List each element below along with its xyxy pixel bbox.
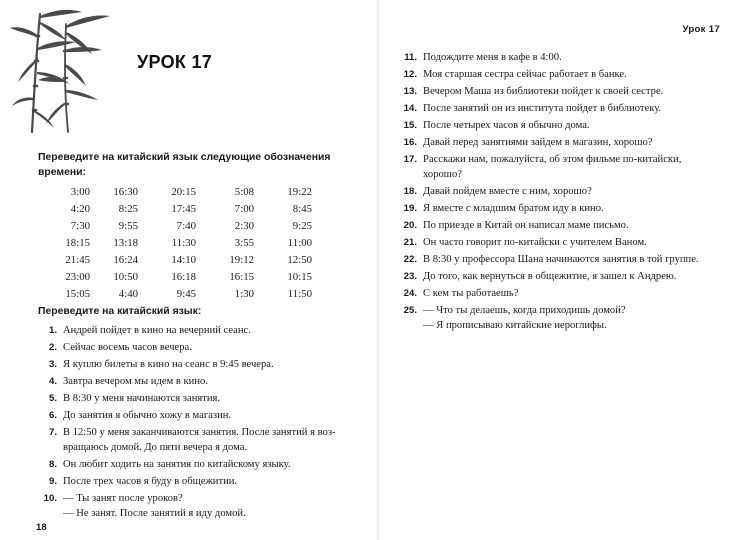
item-line: вращаюсь домой. До пяти вечера я дома. (63, 442, 248, 453)
page-number: 18 (36, 522, 47, 533)
time-cell: 19:12 (229, 254, 254, 266)
exercise-item (398, 252, 720, 267)
item-text (423, 50, 720, 65)
exercise-item (398, 101, 720, 116)
item-line: До того, как вернуться в общежитие, я зашел к Андрею. (423, 271, 677, 282)
item-text (423, 67, 720, 82)
exercise-list-left (38, 323, 358, 523)
item-text (423, 286, 720, 301)
item-line: В 12:50 у меня заканчиваются занятия. После занятий я воз- (63, 427, 336, 438)
item-number: 3. (48, 359, 57, 370)
exercise-item (398, 269, 720, 284)
bamboo-illustration (10, 6, 135, 134)
time-cell: 23:00 (65, 271, 90, 283)
time-row (58, 269, 346, 286)
item-text (63, 425, 358, 455)
time-cell: 16:15 (229, 271, 254, 283)
exercise-item (38, 491, 358, 521)
item-number: 11. (404, 52, 417, 63)
exercise-item (38, 323, 358, 338)
time-cell: 8:45 (292, 203, 312, 215)
item-line: Давай перед занятиями зайдем в магазин, хорошо? (423, 137, 653, 148)
item-line: Он часто говорит по-китайски с учителем Ваном. (423, 237, 647, 248)
item-line: Моя старшая сестра сейчас работает в банке. (423, 69, 627, 80)
item-text (63, 323, 358, 338)
item-number: 8. (48, 459, 57, 470)
exercise-item (398, 135, 720, 150)
item-number: 2. (48, 342, 57, 353)
exercise-item (38, 391, 358, 406)
item-line: Расскажи нам, пожалуйста, об этом фильме по-китайски, (423, 154, 682, 165)
time-row (58, 235, 346, 252)
item-line: — Что ты делаешь, когда приходишь домой? (423, 305, 626, 316)
exercise-item (398, 235, 720, 250)
time-cell: 4:20 (70, 203, 90, 215)
time-cell: 16:24 (113, 254, 138, 266)
time-cell: 7:40 (176, 220, 196, 232)
item-number: 25. (403, 305, 417, 316)
time-cell: 11:00 (287, 237, 312, 249)
exercise-item (38, 425, 358, 455)
exercise-item (398, 201, 720, 216)
time-cell: 7:00 (234, 203, 254, 215)
item-text (63, 408, 358, 423)
exercise-item (398, 118, 720, 133)
item-line: Я куплю билеты в кино на сеанс в 9:45 вечера. (63, 359, 274, 370)
lesson-title: УРОК 17 (137, 52, 213, 72)
item-number: 15. (403, 120, 417, 131)
item-text (63, 374, 358, 389)
exercise-item (398, 218, 720, 233)
item-number: 4. (48, 376, 57, 387)
item-line: По приезде в Китай он написал маме письмо. (423, 220, 629, 231)
running-head: Урок 17 (682, 24, 720, 35)
time-cell: 9:55 (118, 220, 138, 232)
time-row (58, 184, 346, 201)
item-text (423, 235, 720, 250)
time-cell: 3:55 (234, 237, 254, 249)
time-cell: 8:25 (118, 203, 138, 215)
item-number: 12. (403, 69, 417, 80)
item-line: После трех часов я буду в общежитии. (63, 476, 238, 487)
item-line: Давай пойдем вместе с ним, хорошо? (423, 186, 592, 197)
time-cell: 16:18 (171, 271, 196, 283)
item-text (423, 84, 720, 99)
time-cell: 11:30 (171, 237, 196, 249)
item-text (63, 357, 358, 372)
exercise-list-right (398, 50, 720, 335)
item-line: Завтра вечером мы идем в кино. (63, 376, 208, 387)
time-cell: 12:50 (287, 254, 312, 266)
item-number: 5. (48, 393, 57, 404)
item-line: Андрей пойдет в кино на вечерний сеанс. (63, 325, 251, 336)
time-row (58, 286, 346, 303)
exercise-item (398, 184, 720, 199)
item-text (423, 303, 720, 333)
item-text (423, 135, 720, 150)
item-number: 10. (43, 493, 57, 504)
time-cell: 5:08 (234, 186, 254, 198)
item-line: Я вместе с младшим братом иду в кино. (423, 203, 604, 214)
item-line: — Я прописываю китайские иероглифы. (423, 320, 607, 331)
exercise-item (398, 286, 720, 301)
time-cell: 16:30 (113, 186, 138, 198)
time-cell: 2:30 (234, 220, 254, 232)
item-line: — Не занят. После занятий я иду домой. (63, 508, 246, 519)
item-line: Он любит ходить на занятия по китайскому языку. (63, 459, 291, 470)
item-line: До занятия я обычно хожу в магазин. (63, 410, 232, 421)
item-number: 13. (403, 86, 417, 97)
item-text (63, 391, 358, 406)
item-text (63, 474, 358, 489)
time-cell: 3:00 (70, 186, 90, 198)
item-line: Сейчас восемь часов вечера. (63, 342, 192, 353)
item-number: 19. (403, 203, 417, 214)
time-cell: 14:10 (171, 254, 196, 266)
item-number: 21. (403, 237, 417, 248)
exercise-item (38, 340, 358, 355)
item-line: — Ты занят после уроков? (63, 493, 183, 504)
time-cell: 1:30 (234, 288, 254, 300)
time-cell: 4:40 (118, 288, 138, 300)
item-text (63, 491, 358, 521)
exercise-item (398, 84, 720, 99)
time-cell: 17:45 (171, 203, 196, 215)
item-text (63, 457, 358, 472)
item-text (423, 152, 720, 182)
exercise-item (398, 67, 720, 82)
item-number: 20. (403, 220, 417, 231)
item-line: В 8:30 у меня начинаются занятия. (63, 393, 221, 404)
time-cell: 13:18 (113, 237, 138, 249)
time-cell: 7:30 (70, 220, 90, 232)
exercise-item (38, 374, 358, 389)
time-cell: 21:45 (65, 254, 90, 266)
item-number: 1. (48, 325, 57, 336)
exercise-item (398, 152, 720, 182)
exercise-item (398, 303, 720, 333)
time-cell: 9:25 (292, 220, 312, 232)
exercise-item (38, 457, 358, 472)
item-number: 6. (48, 410, 57, 421)
exercise-item (38, 357, 358, 372)
item-number: 18. (403, 186, 417, 197)
item-text (423, 118, 720, 133)
item-number: 17. (403, 154, 417, 165)
time-row (58, 252, 346, 269)
exercise-item (38, 474, 358, 489)
exercise-item (398, 50, 720, 65)
item-number: 14. (403, 103, 417, 114)
item-text (423, 269, 720, 284)
time-cell: 15:05 (65, 288, 90, 300)
item-text (423, 218, 720, 233)
item-line: хорошо? (423, 169, 462, 180)
item-text (423, 101, 720, 116)
time-cell: 20:15 (171, 186, 196, 198)
task-heading-times: Переведите на китайский язык следующие обозначения времени: (38, 152, 331, 178)
item-line: В 8:30 у профессора Шана начинаются занятия в той группе. (423, 254, 699, 265)
time-row (58, 218, 346, 235)
time-cell: 18:15 (65, 237, 90, 249)
time-cell: 9:45 (176, 288, 196, 300)
item-number: 7. (48, 427, 57, 438)
item-text (423, 201, 720, 216)
item-line: Подождите меня в кафе в 4:00. (423, 52, 562, 63)
task-heading-sentences: Переведите на китайский язык: (38, 306, 202, 317)
item-text (63, 340, 358, 355)
time-row (58, 201, 346, 218)
exercise-item (38, 408, 358, 423)
item-text (423, 252, 720, 267)
item-line: После четырех часов я обычно дома. (423, 120, 590, 131)
item-number: 22. (403, 254, 417, 265)
item-line: После занятий он из института пойдет в библиотеку. (423, 103, 662, 114)
item-line: Вечером Маша из библиотеки пойдет к своей сестре. (423, 86, 664, 97)
time-cell: 10:15 (287, 271, 312, 283)
item-number: 24. (403, 288, 417, 299)
item-text (423, 184, 720, 199)
time-cell: 11:50 (287, 288, 312, 300)
item-number: 23. (403, 271, 417, 282)
time-cell: 19:22 (287, 186, 312, 198)
time-grid (58, 184, 346, 303)
item-line: С кем ты работаешь? (423, 288, 519, 299)
item-number: 9. (48, 476, 57, 487)
time-cell: 10:50 (113, 271, 138, 283)
item-number: 16. (403, 137, 417, 148)
